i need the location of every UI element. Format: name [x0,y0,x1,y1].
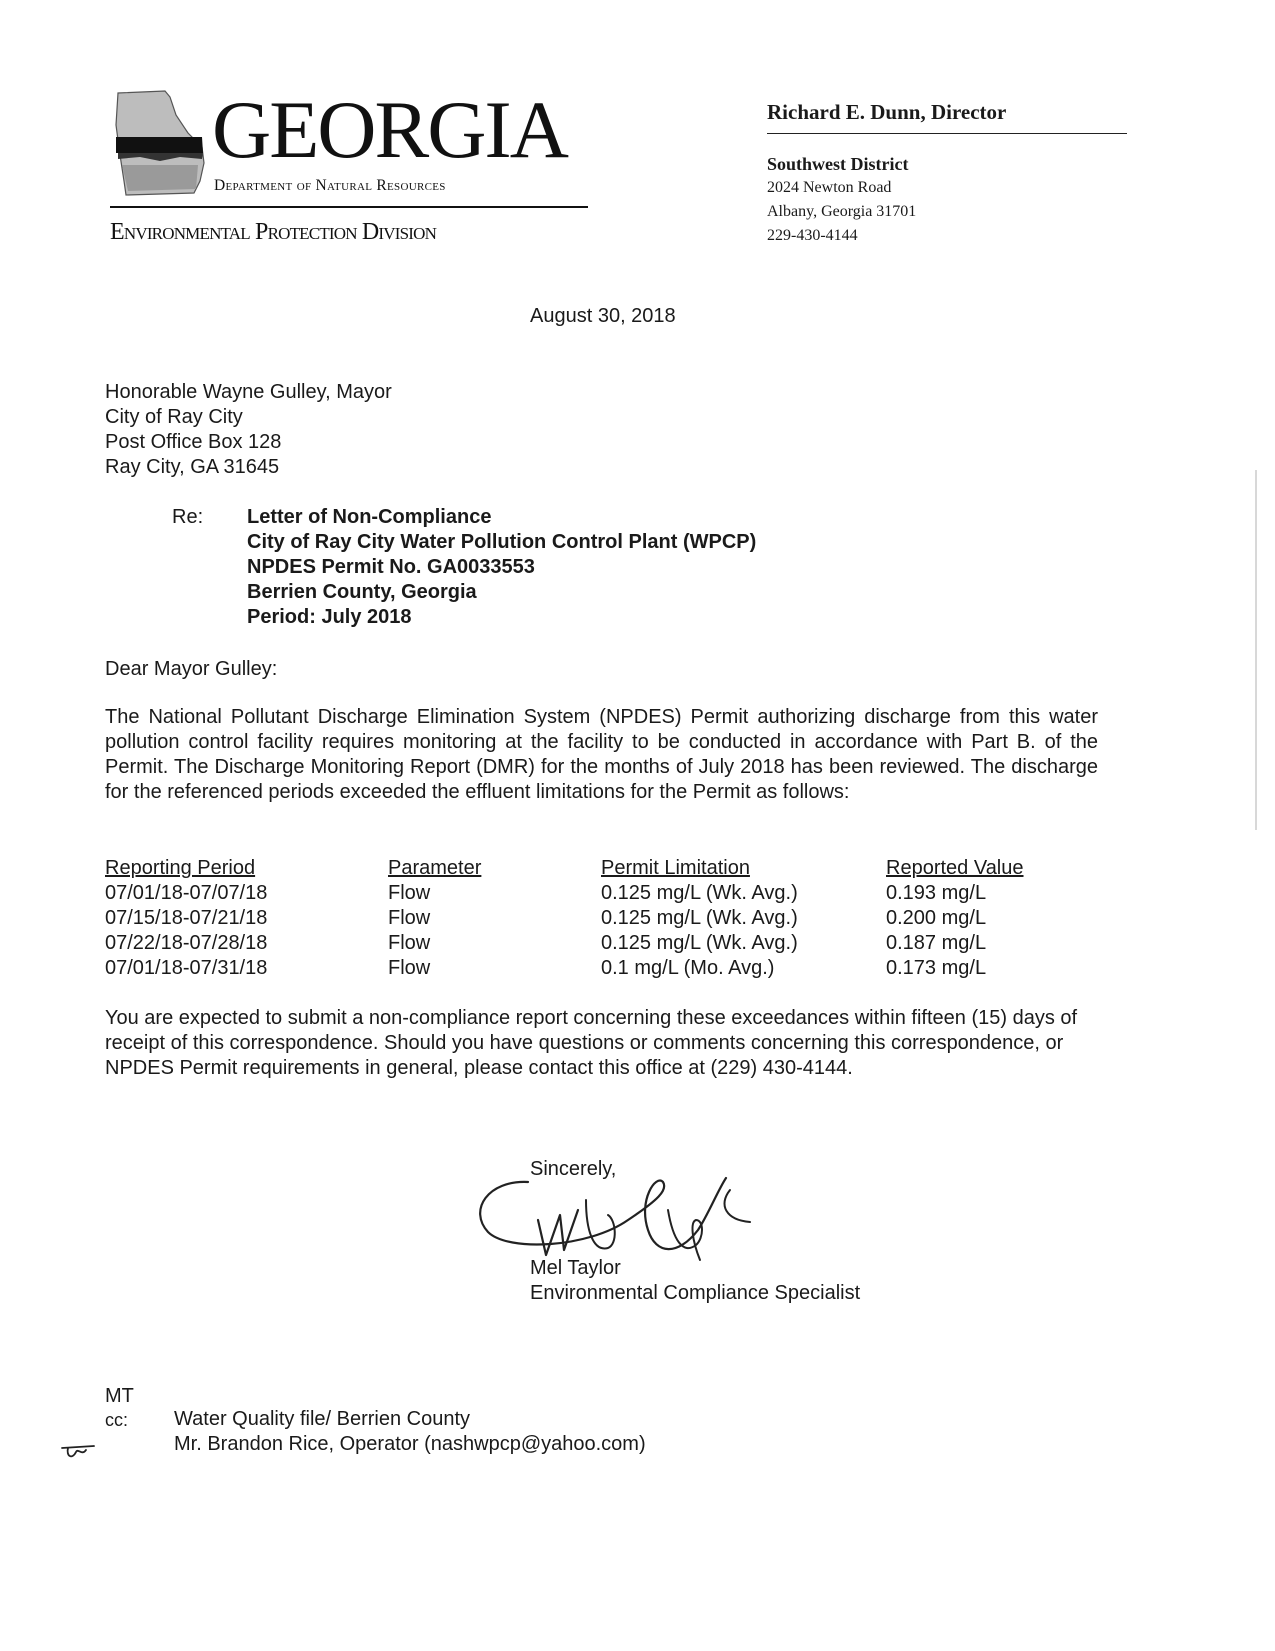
re-line: NPDES Permit No. GA0033553 [247,556,535,578]
cc-list [174,1407,646,1457]
letter-date: August 30, 2018 [530,305,676,327]
reported-value-cell: 0.200 mg/L [886,907,987,929]
re-subject [247,505,756,630]
signer-name: Mel Taylor [530,1257,621,1279]
column-header: Reporting Period [105,857,256,879]
table-row [105,906,1086,931]
table-row [105,956,1086,981]
logo-department: Department of Natural Resources [214,177,446,194]
director-divider [767,133,1127,134]
cc-label: cc: [105,1410,129,1430]
table-row [105,931,1086,956]
reported-value-cell: 0.173 mg/L [886,957,987,979]
letterhead-contact [767,98,1129,248]
address-street: 2024 Newton Road [767,179,892,196]
handwritten-mark-icon [60,1440,98,1462]
address-city: Albany, Georgia 31701 [767,203,917,220]
permit-limitation-cell: 0.125 mg/L (Wk. Avg.) [601,882,798,904]
body-paragraph: The National Pollutant Discharge Elimination System (NPDES) Permit authorizing discharge from this water pollution control facility requires monitoring at the facility to be conducted in accordance with Part B. of the Permit. The Discharge Monitoring Report (DMR) for the months of July 2018 has been reviewed. The discharge for the referenced periods exceeded the effluent limitations for the Permit as follows: [105,706,1098,803]
typist-initials: MT [105,1385,134,1407]
cc-recipient: Mr. Brandon Rice, Operator (nashwpcp@yahoo.com) [174,1433,646,1455]
cc-recipient: Water Quality file/ Berrien County [174,1408,471,1430]
parameter-cell: Flow [388,957,431,979]
column-header: Reported Value [886,857,1024,879]
parameter-cell: Flow [388,907,431,929]
georgia-state-map-icon [110,85,210,200]
handwritten-signature [468,1160,753,1270]
re-line: City of Ray City Water Pollution Control Plant (WPCP) [247,531,757,553]
reporting-period-cell: 07/22/18-07/28/18 [105,932,268,954]
scan-artifact [1255,470,1257,830]
recipient-line: City of Ray City [105,406,243,428]
body-paragraph: You are expected to submit a non-compliance report concerning these exceedances within fifteen (15) days of receipt of this correspondence. Should you have questions or comments concerning this correspondence, or NPDES Permit requirements in general, please contact this office at (229) 430-4144. [105,1007,1078,1079]
table-row [105,881,1086,906]
reporting-period-cell: 07/01/18-07/07/18 [105,882,268,904]
recipient-line: Post Office Box 128 [105,431,282,453]
re-line: Letter of Non-Compliance [247,506,492,528]
logo-state-title: GEORGIA [212,84,567,175]
salutation: Dear Mayor Gulley: [105,658,278,680]
permit-limitation-cell: 0.1 mg/L (Mo. Avg.) [601,957,775,979]
reported-value-cell: 0.193 mg/L [886,882,987,904]
address-phone: 229-430-4144 [767,227,858,244]
table-header-row [105,856,1086,881]
parameter-cell: Flow [388,882,431,904]
re-label: Re: [172,506,204,528]
director-name: Richard E. Dunn, Director [767,100,1007,124]
column-header: Parameter [388,857,482,879]
permit-limitation-cell: 0.125 mg/L (Wk. Avg.) [601,907,798,929]
closing: Sincerely, [530,1158,617,1180]
logo-division: Environmental Protection Division [110,219,437,245]
signer-title: Environmental Compliance Specialist [530,1282,861,1304]
parameter-cell: Flow [388,932,431,954]
recipient-line: Honorable Wayne Gulley, Mayor [105,381,392,403]
epd-logo [110,85,590,250]
column-header: Permit Limitation [601,857,750,879]
recipient-line: Ray City, GA 31645 [105,456,280,478]
exceedance-table [105,856,1086,981]
recipient-address [105,380,392,480]
district-name: Southwest District [767,154,909,174]
reported-value-cell: 0.187 mg/L [886,932,987,954]
logo-divider [110,206,588,208]
re-line: Berrien County, Georgia [247,581,477,603]
reporting-period-cell: 07/01/18-07/31/18 [105,957,268,979]
permit-limitation-cell: 0.125 mg/L (Wk. Avg.) [601,932,798,954]
reporting-period-cell: 07/15/18-07/21/18 [105,907,268,929]
re-line: Period: July 2018 [247,606,412,628]
